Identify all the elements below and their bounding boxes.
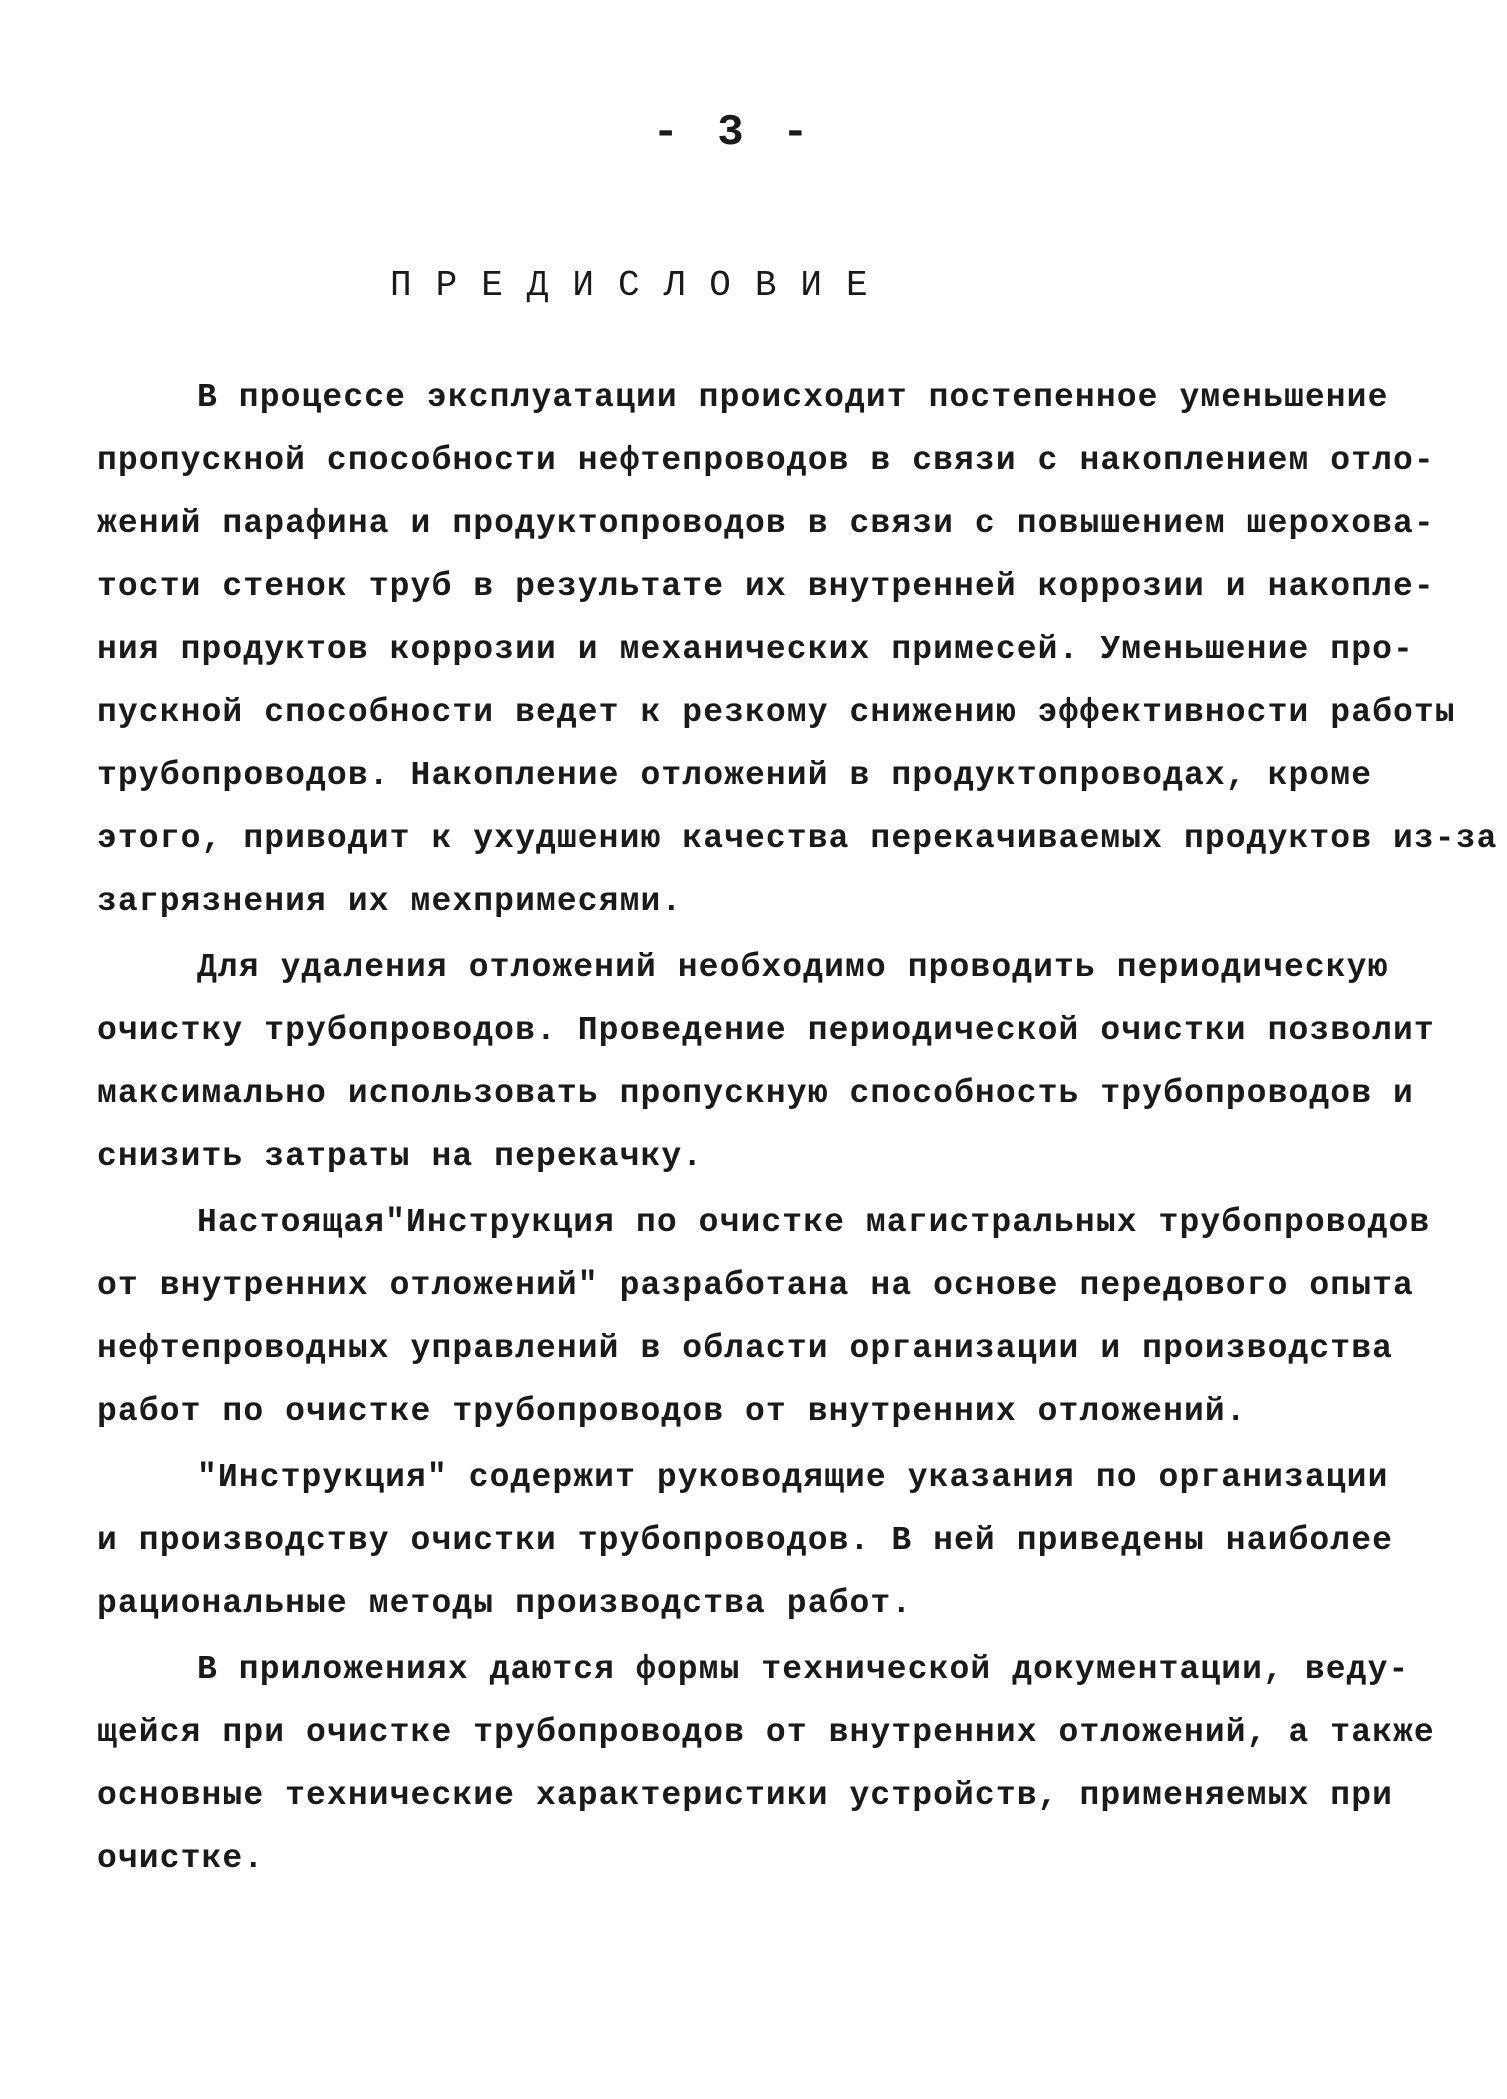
text-line: этого, приводит к ухудшению качества перекачиваемых продуктов из-за bbox=[97, 820, 1498, 857]
text-line: жений парафина и продуктопроводов в связи с повышением шерохова- bbox=[97, 505, 1435, 542]
text-line: и производству очистки трубопроводов. В ней приведены наиболее bbox=[97, 1522, 1393, 1559]
text-line: "Инструкция" содержит руководящие указания по организации bbox=[197, 1459, 1389, 1496]
text-line: ния продуктов коррозии и механических примесей. Уменьшение про- bbox=[97, 631, 1414, 668]
text-line: очистку трубопроводов. Проведение периодической очистки позволит bbox=[97, 1012, 1435, 1049]
page-number: - 3 - bbox=[652, 108, 815, 158]
text-line: Настоящая"Инструкция по очистке магистральных трубопроводов bbox=[197, 1204, 1431, 1241]
text-line: В приложениях даются формы технической документации, веду- bbox=[197, 1651, 1410, 1688]
text-line: трубопроводов. Накопление отложений в продуктопроводах, кроме bbox=[97, 757, 1373, 794]
text-line: снизить затраты на перекачку. bbox=[97, 1138, 704, 1175]
text-line: тости стенок труб в результате их внутренней коррозии и накопле- bbox=[97, 568, 1435, 605]
text-line: очистке. bbox=[97, 1840, 265, 1877]
text-line: пропускной способности нефтепроводов в связи с накоплением отло- bbox=[97, 442, 1435, 479]
text-line: Для удаления отложений необходимо проводить периодическую bbox=[197, 949, 1389, 986]
text-line: максимально использовать пропускную способность трубопроводов и bbox=[97, 1075, 1414, 1112]
text-line: нефтепроводных управлений в области организации и производства bbox=[97, 1330, 1393, 1367]
text-line: щейся при очистке трубопроводов от внутренних отложений, а также bbox=[97, 1714, 1435, 1751]
text-line: основные технические характеристики устройств, применяемых при bbox=[97, 1777, 1393, 1814]
text-line: работ по очистке трубопроводов от внутренних отложений. bbox=[97, 1393, 1247, 1430]
page-title: ПРЕДИСЛОВИЕ bbox=[390, 265, 892, 306]
text-line: В процессе эксплуатации происходит постепенное уменьшение bbox=[197, 379, 1389, 416]
text-line: пускной способности ведет к резкому снижению эффективности работы bbox=[97, 694, 1456, 731]
text-line: загрязнения их мехпримесями. bbox=[97, 883, 683, 920]
text-line: рациональные методы производства работ. bbox=[97, 1585, 913, 1622]
text-line: от внутренних отложений" разработана на основе передового опыта bbox=[97, 1267, 1414, 1304]
